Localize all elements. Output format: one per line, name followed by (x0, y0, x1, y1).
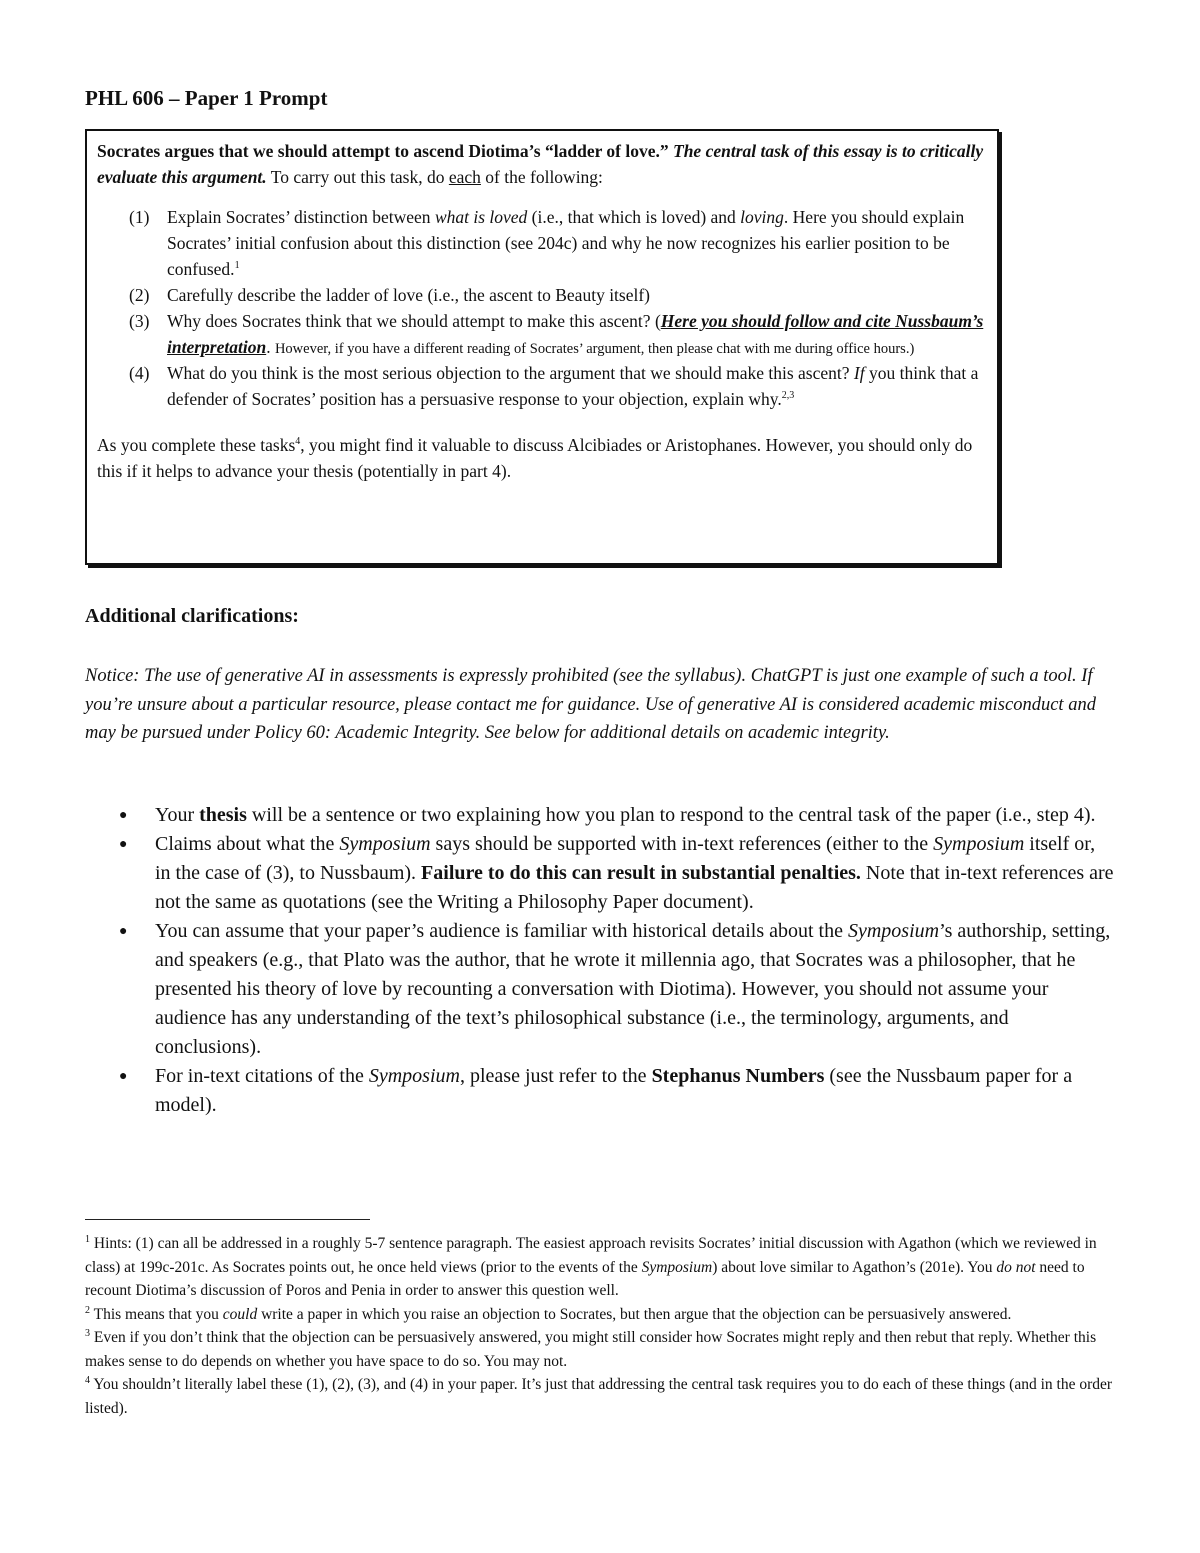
list-item (85, 830, 1115, 917)
bullet-italic: Symposium (933, 833, 1025, 855)
closing-text: As you complete these tasks (97, 435, 296, 455)
page-title: PHL 606 – Paper 1 Prompt (85, 86, 328, 110)
task-number: (2) (129, 285, 150, 305)
footnote-italic: do not (996, 1258, 1036, 1276)
task-text: What do you think is the most serious objection to the argument that we should make this ascent? (167, 363, 850, 383)
footnote-4 (85, 1373, 1125, 1420)
bullet-italic: Symposium (847, 920, 940, 942)
footnote-mark: 4 (85, 1374, 90, 1386)
bullet-text: Note that in-text references are not the same as quotations (see the Writing a Philosophy Paper document). (155, 862, 1114, 913)
task-italic: loving (740, 207, 784, 227)
ai-notice: Notice: The use of generative AI in assessments is expressly prohibited (see the syllabus). ChatGPT is just one example of such a tool. If you’re unsure about a particular resource, please contact me for guidance. Use of generative AI is considered academic misconduct and may be pursued under Policy 60: Academic Integrity. See below for additional details on academic integrity. (85, 666, 1096, 743)
footnote-ref[interactable]: 2,3 (781, 390, 795, 402)
bullet-bold: Failure to do this can result in substantial penalties. (421, 862, 861, 884)
footnote-mark: 3 (85, 1327, 90, 1339)
bullet-text: Claims about what the (155, 833, 335, 855)
task-text: you think that a defender of Socrates’ position has a persuasive response to your objection, explain why. (167, 363, 979, 409)
footnote-ref[interactable]: 1 (234, 260, 240, 272)
bullet-text: will be a sentence or two explaining how you plan to respond to the central task of the paper (i.e., step 4). (251, 804, 1096, 826)
bullet-text: You can assume that your paper’s audience is familiar with historical details about the (155, 920, 843, 942)
footnote-2 (85, 1303, 1125, 1327)
task-text: Carefully describe the ladder of love (i.e., the ascent to Beauty itself) (167, 285, 651, 305)
footnote-mark: 2 (85, 1304, 90, 1316)
task-nussbaum-note: Here you should follow and cite Nussbaum’s interpretation (167, 311, 984, 357)
lead-bold: Socrates argues that we should attempt to ascend Diotima’s “ladder of love.” (97, 141, 669, 161)
task-text: . Here you should explain Socrates’ initial confusion about this distinction (see 204c) and why he now recognizes his earlier position to be confused. (167, 207, 965, 279)
task-italic: what is loved (434, 207, 528, 227)
list-item (85, 917, 1115, 1062)
bullet-bold: Stephanus Numbers (651, 1065, 825, 1087)
footnote-text: You shouldn’t literally label these (1), (2), (3), and (4) in your paper. It’s just that addressing the central task requires you to do each of these things (and in the order listed). (85, 1376, 1113, 1417)
task-number: (4) (129, 363, 150, 383)
task-item-3 (97, 308, 985, 360)
bullet-text: , please just refer to the (459, 1065, 647, 1087)
bullet-italic: Symposium (339, 833, 431, 855)
task-item-4 (97, 360, 985, 412)
list-item (85, 1062, 1115, 1120)
task-number: (1) (129, 207, 150, 227)
task-item-1 (97, 204, 985, 282)
closing-text: , you might find it valuable to discuss Alcibiades or Aristophanes. However, you should only do this if it helps to advance your thesis (potentially in part 4). (97, 435, 973, 481)
bullet-text: ’s authorship, setting, and speakers (e.g., that Plato was the author, that he wrote it millennia ago, that Socrates was a philosopher, that he presented his theory of love by recounting a conversation with Diotima). However, you should not assume your audience has any understanding of the text’s philosophical substance (i.e., the terminology, arguments, and conclusions). (155, 920, 1111, 1058)
bullet-text: Your (155, 804, 195, 826)
lead-each: each (448, 167, 481, 187)
lead-central-task: The central task of this essay is to critically evaluate this argument. (97, 141, 984, 187)
footnote-text: write a paper in which you raise an objection to Socrates, but then argue that the objection can be persuasively answered. (261, 1305, 1012, 1323)
prompt-lead (97, 138, 985, 190)
prompt-box (85, 129, 999, 565)
bullet-italic: Symposium (368, 1065, 460, 1087)
task-text: (i.e., that which is loved) and (531, 207, 736, 227)
bullet-bold: thesis (199, 804, 247, 826)
footnote-text: Hints: (1) can all be addressed in a roughly 5-7 sentence paragraph. The easiest approach revisits Socrates’ initial discussion with Agathon (which we reviewed in class) at 199c-201c. As Socrates points out, he once held views (prior to the events of the (85, 1235, 1097, 1276)
task-small-note: However, if you have a different reading of Socrates’ argument, then please chat with me during office hours.) (274, 341, 915, 357)
footnote-italic: Symposium (641, 1258, 713, 1276)
footnote-1 (85, 1232, 1125, 1303)
footnote-3 (85, 1326, 1125, 1373)
footnotes (85, 1232, 1125, 1420)
footnote-text: This means that you (93, 1305, 219, 1323)
list-item (85, 801, 1115, 830)
task-text: Why does Socrates think that we should attempt to make this ascent? ( (167, 311, 661, 331)
lead-rest-a: To carry out this task, do (270, 167, 445, 187)
task-text: Explain Socrates’ distinction between (167, 207, 431, 227)
footnote-text: need to recount Diotima’s discussion of Poros and Penia in order to answer this question well. (85, 1258, 1085, 1299)
clarifications-list (85, 801, 1115, 1120)
footnote-divider (85, 1219, 370, 1220)
lead-rest-b: of the following: (485, 167, 603, 187)
clarifications-heading: Additional clarifications: (85, 605, 299, 627)
task-italic: If (853, 363, 865, 383)
footnote-text: Even if you don’t think that the objection can be persuasively answered, you might still consider how Socrates might reply and then rebut that reply. Whether this makes sense to do depends on whether you have space to do so. You may not. (85, 1329, 1097, 1370)
bullet-text: itself or, in the case of (3), to Nussbaum). (155, 833, 1096, 884)
task-list (97, 204, 985, 412)
footnote-ref[interactable]: 4 (295, 436, 301, 448)
footnote-mark: 1 (85, 1233, 90, 1245)
prompt-closing (97, 432, 985, 484)
task-number: (3) (129, 311, 150, 331)
bullet-text: says should be supported with in-text references (either to the (435, 833, 929, 855)
footnote-text: ) about love similar to Agathon’s (201e). You (712, 1258, 993, 1276)
bullet-text: (see the Nussbaum paper for a model). (155, 1065, 1073, 1116)
footnote-italic: could (222, 1305, 258, 1323)
bullet-text: For in-text citations of the (155, 1065, 364, 1087)
task-item-2 (97, 282, 985, 308)
task-text: . (266, 337, 271, 357)
